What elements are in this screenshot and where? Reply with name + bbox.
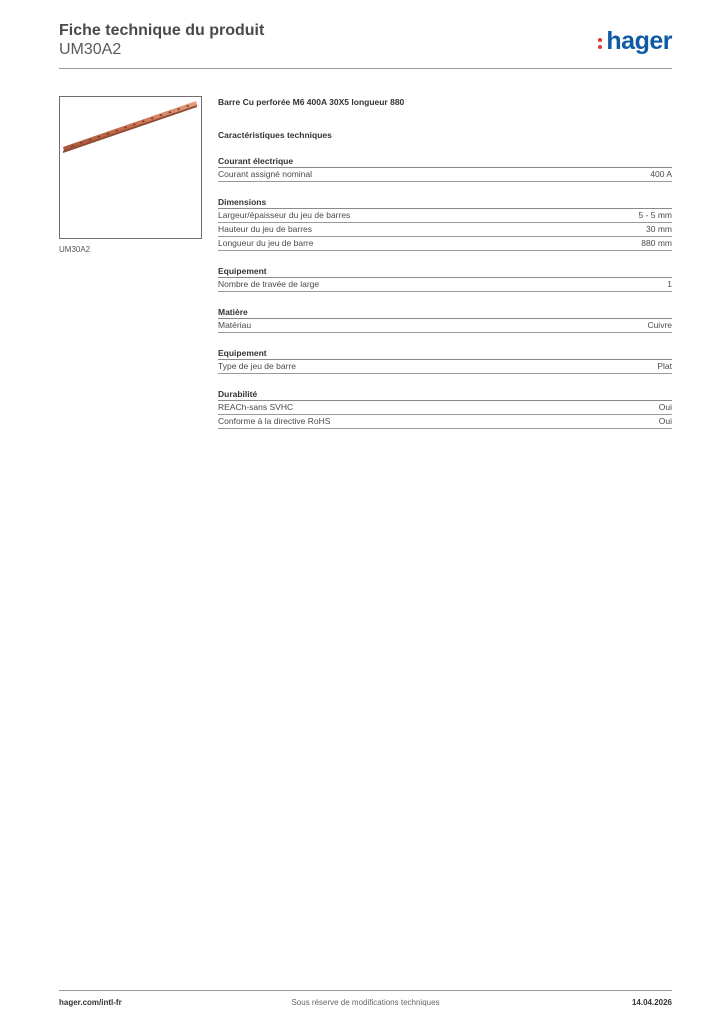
spec-content xyxy=(218,96,672,429)
spec-row xyxy=(218,168,672,182)
spec-group xyxy=(218,196,672,251)
spec-value: 400 A xyxy=(650,169,672,179)
busbar-hole xyxy=(89,139,92,141)
spec-group xyxy=(218,347,672,374)
image-caption: UM30A2 xyxy=(59,245,91,254)
spec-row xyxy=(218,415,672,429)
spec-value: Oui xyxy=(658,416,672,426)
spec-value: Oui xyxy=(658,402,672,412)
busbar-hole xyxy=(124,127,127,129)
spec-group xyxy=(218,388,672,429)
copper-busbar-icon xyxy=(60,97,201,238)
spec-row xyxy=(218,278,672,292)
spec-group-title: Matière xyxy=(218,306,672,319)
spec-label: REACh-sans SVHC xyxy=(218,402,294,412)
spec-row xyxy=(218,360,672,374)
busbar-hole xyxy=(151,117,154,119)
product-image xyxy=(59,96,202,239)
spec-value: 1 xyxy=(667,279,672,289)
spec-row xyxy=(218,237,672,251)
busbar-hole xyxy=(115,130,118,132)
document-footer xyxy=(59,998,672,1010)
footer-date: 14.04.2026 xyxy=(631,998,672,1007)
busbar-hole xyxy=(71,145,74,147)
spec-value: Cuivre xyxy=(647,320,672,330)
header-divider xyxy=(59,68,672,69)
spec-value: 30 mm xyxy=(646,224,672,234)
spec-group-title: Courant électrique xyxy=(218,155,672,168)
spec-group-title: Equipement xyxy=(218,347,672,360)
busbar-hole xyxy=(186,105,189,107)
spec-label: Nombre de travée de large xyxy=(218,279,320,289)
spec-groups xyxy=(218,155,672,429)
busbar-hole xyxy=(98,136,101,138)
busbar-hole xyxy=(177,108,180,110)
spec-label: Matériau xyxy=(218,320,252,330)
product-reference: UM30A2 xyxy=(59,41,122,58)
spec-group xyxy=(218,306,672,333)
product-name: Barre Cu perforée M6 400A 30X5 longueur 880 xyxy=(218,97,405,107)
footer-website: hager.com/intl-fr xyxy=(59,998,122,1007)
spec-label: Conforme à la directive RoHS xyxy=(218,416,331,426)
page-title: Fiche technique du produit xyxy=(59,22,265,39)
spec-section-title: Caractéristiques techniques xyxy=(218,130,332,140)
footer-disclaimer: Sous réserve de modifications techniques xyxy=(291,998,440,1007)
spec-label: Largeur/épaisseur du jeu de barres xyxy=(218,210,351,220)
footer-divider xyxy=(59,990,672,991)
spec-label: Hauteur du jeu de barres xyxy=(218,224,313,234)
hager-logo xyxy=(596,26,672,56)
spec-group-title: Durabilité xyxy=(218,388,672,401)
spec-row xyxy=(218,223,672,237)
busbar-hole xyxy=(160,114,163,116)
spec-row xyxy=(218,209,672,223)
spec-group xyxy=(218,265,672,292)
spec-value: 5 - 5 mm xyxy=(638,210,672,220)
spec-row xyxy=(218,401,672,415)
busbar-hole xyxy=(133,124,136,126)
busbar-hole xyxy=(80,142,83,144)
spec-value: 880 mm xyxy=(641,238,672,248)
spec-group-title: Dimensions xyxy=(218,196,672,209)
document-header xyxy=(59,20,672,70)
spec-label: Type de jeu de barre xyxy=(218,361,296,371)
logo-text: hager xyxy=(606,26,672,55)
spec-label: Longueur du jeu de barre xyxy=(218,238,314,248)
spec-row xyxy=(218,319,672,333)
spec-group xyxy=(218,155,672,182)
logo-dots-icon xyxy=(596,29,605,54)
busbar-hole xyxy=(107,133,110,135)
spec-label: Courant assigné nominal xyxy=(218,169,313,179)
busbar-hole xyxy=(169,111,172,113)
spec-group-title: Equipement xyxy=(218,265,672,278)
spec-value: Plat xyxy=(657,361,672,371)
busbar-hole xyxy=(142,121,145,123)
